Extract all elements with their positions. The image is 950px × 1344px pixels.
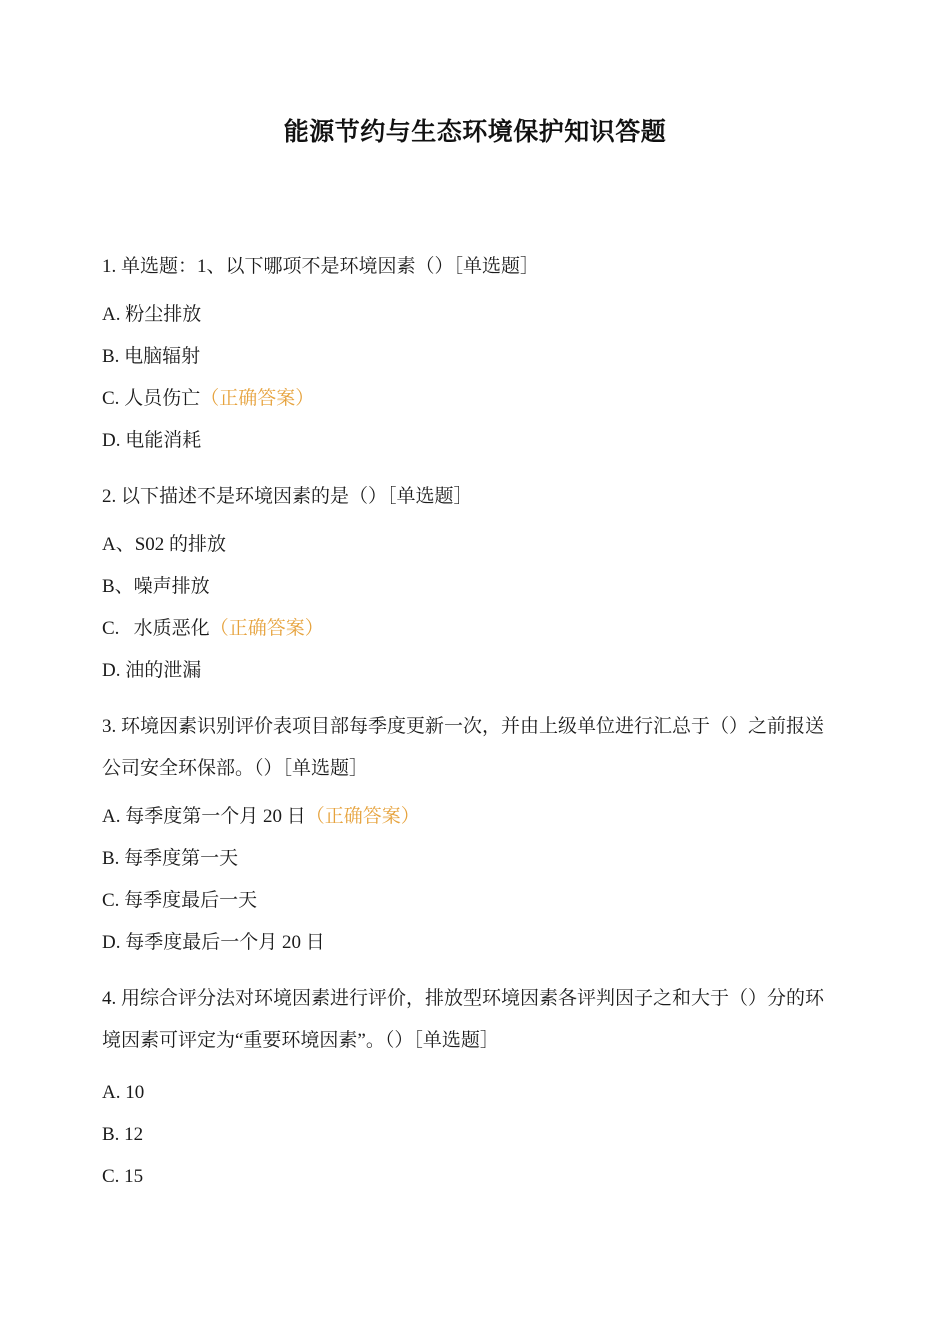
option-label: A、S02 的排放 bbox=[102, 534, 227, 555]
question-3 bbox=[102, 706, 842, 964]
option-a[interactable] bbox=[102, 294, 842, 336]
option-d[interactable] bbox=[102, 420, 842, 462]
option-label: B. 12 bbox=[102, 1124, 144, 1145]
option-b[interactable] bbox=[102, 838, 842, 880]
question-4 bbox=[102, 978, 842, 1198]
option-label: A. 10 bbox=[102, 1082, 145, 1103]
option-label: D. 油的泄漏 bbox=[102, 660, 202, 681]
option-label: D. 每季度最后一个月 20 日 bbox=[102, 932, 325, 953]
correct-answer-mark: （正确答案） bbox=[209, 618, 324, 639]
option-label: A. 每季度第一个月 20 日 bbox=[102, 806, 306, 827]
question-2 bbox=[102, 476, 842, 692]
document-title: 能源节约与生态环境保护知识答题 bbox=[283, 117, 667, 146]
correct-answer-mark: （正确答案） bbox=[305, 806, 420, 827]
option-c[interactable] bbox=[102, 880, 842, 922]
option-label: B. 电脑辐射 bbox=[102, 346, 201, 367]
question-list bbox=[102, 246, 842, 1212]
option-c[interactable] bbox=[102, 378, 842, 420]
option-a[interactable] bbox=[102, 524, 842, 566]
option-d[interactable] bbox=[102, 922, 842, 964]
option-label: C. 每季度最后一天 bbox=[102, 890, 258, 911]
option-label: B、噪声排放 bbox=[102, 576, 210, 597]
option-label: B. 每季度第一天 bbox=[102, 848, 239, 869]
option-a[interactable] bbox=[102, 1072, 842, 1114]
question-text: 4. 用综合评分法对环境因素进行评价，排放型环境因素各评判因子之和大于（）分的环境因素可评定为“重要环境因素”。（）［单选题］ bbox=[102, 988, 825, 1051]
question-text: 3. 环境因素识别评价表项目部每季度更新一次，并由上级单位进行汇总于（）之前报送公司安全环保部。（）［单选题］ bbox=[102, 716, 825, 779]
option-label: C. 水质恶化 bbox=[102, 618, 210, 639]
option-c[interactable] bbox=[102, 1156, 842, 1198]
option-d[interactable] bbox=[102, 650, 842, 692]
option-label: C. 15 bbox=[102, 1166, 144, 1187]
option-c[interactable] bbox=[102, 608, 842, 650]
question-text: 2. 以下描述不是环境因素的是（）［单选题］ bbox=[102, 486, 473, 507]
option-b[interactable] bbox=[102, 1114, 842, 1156]
option-b[interactable] bbox=[102, 336, 842, 378]
question-1 bbox=[102, 246, 842, 462]
correct-answer-mark: （正确答案） bbox=[200, 388, 315, 409]
option-b[interactable] bbox=[102, 566, 842, 608]
option-label: A. 粉尘排放 bbox=[102, 304, 202, 325]
option-a[interactable] bbox=[102, 796, 842, 838]
option-label: D. 电能消耗 bbox=[102, 430, 202, 451]
option-label: C. 人员伤亡 bbox=[102, 388, 201, 409]
question-text: 1. 单选题：1、以下哪项不是环境因素（）［单选题］ bbox=[102, 256, 540, 277]
